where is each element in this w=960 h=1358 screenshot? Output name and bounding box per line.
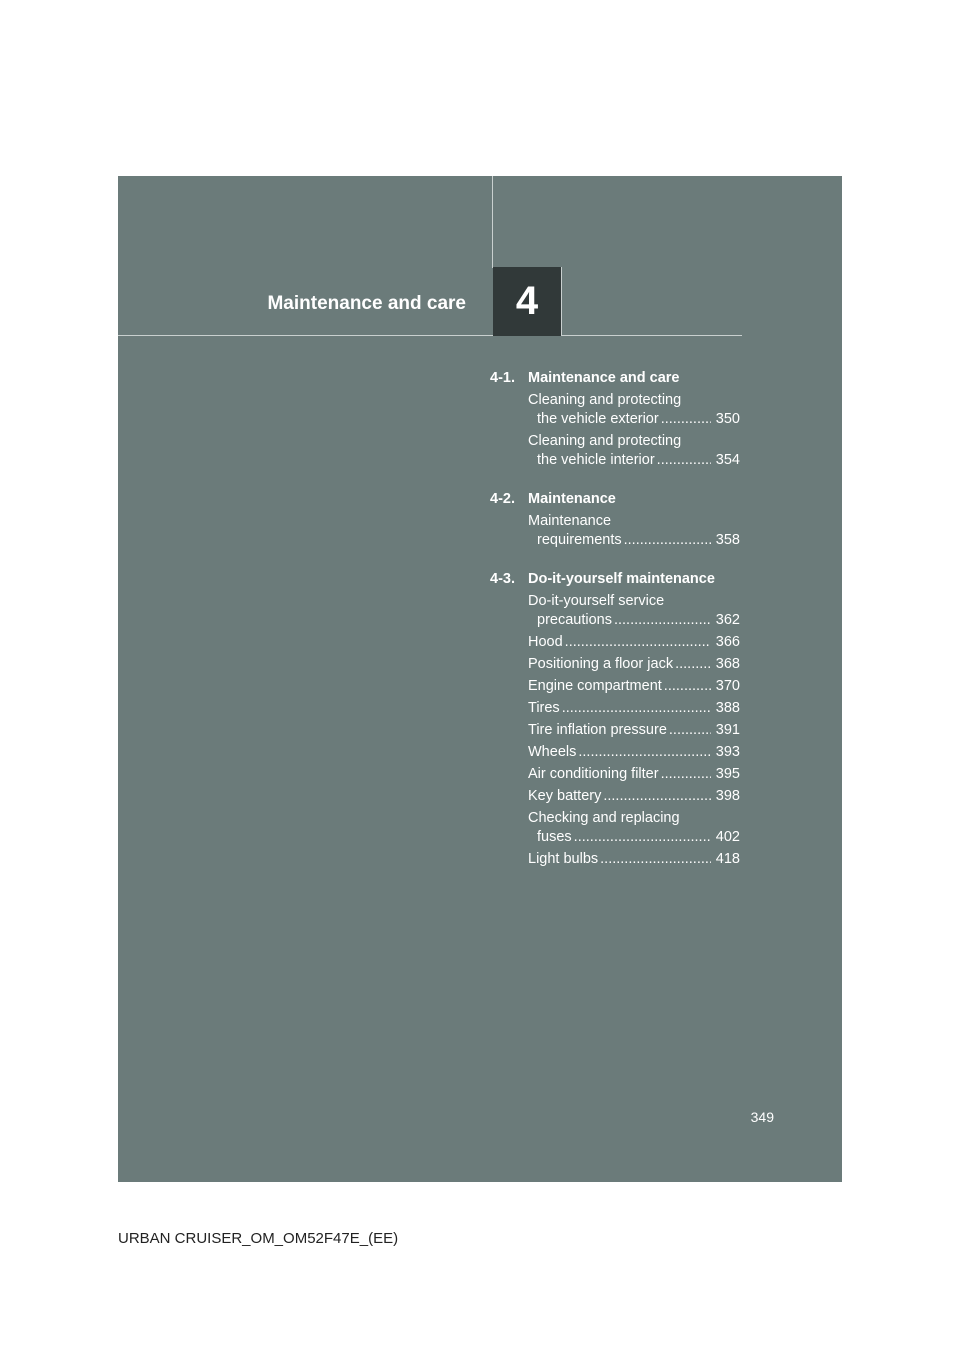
- toc-entry[interactable]: [490, 432, 740, 470]
- entry-label: Cleaning and protecting: [528, 392, 682, 408]
- section-title: Do-it-yourself maintenance: [528, 571, 715, 587]
- entry-page-number: 358: [715, 532, 740, 548]
- entry-label: Air conditioning filter: [528, 766, 659, 782]
- entry-page-number: 354: [715, 452, 740, 468]
- section-number: 4-2.: [490, 491, 515, 507]
- section-heading[interactable]: [490, 569, 740, 589]
- dot-leader: [565, 633, 711, 652]
- toc-entry[interactable]: [490, 850, 740, 869]
- chapter-number-box: [493, 267, 562, 336]
- toc-entry[interactable]: [490, 655, 740, 674]
- entry-label: Positioning a floor jack: [528, 656, 674, 672]
- page-number: 349: [750, 1109, 774, 1125]
- toc-section: [490, 569, 740, 869]
- toc-entry[interactable]: [490, 787, 740, 806]
- toc-entry[interactable]: [490, 592, 740, 630]
- entry-label: Cleaning and protecting: [528, 433, 682, 449]
- section-title: Maintenance: [528, 491, 616, 507]
- entry-label: the vehicle interior: [537, 452, 655, 468]
- toc-entry[interactable]: [490, 699, 740, 718]
- entry-page-number: 391: [715, 722, 740, 738]
- entry-page-number: 393: [715, 744, 740, 760]
- toc-section: [490, 368, 740, 470]
- dot-leader: [578, 743, 711, 762]
- entry-page-number: 402: [715, 829, 740, 845]
- dot-leader: [657, 451, 711, 470]
- dot-leader: [600, 850, 711, 869]
- entry-page-number: 368: [715, 656, 740, 672]
- section-heading[interactable]: [490, 489, 740, 509]
- toc-entry[interactable]: [490, 743, 740, 762]
- entry-page-number: 350: [715, 411, 740, 427]
- entry-page-number: 388: [715, 700, 740, 716]
- entry-page-number: 395: [715, 766, 740, 782]
- entry-page-number: 366: [715, 634, 740, 650]
- toc-section: [490, 489, 740, 550]
- entry-label: Hood: [528, 634, 563, 650]
- entry-label: Maintenance: [528, 513, 612, 529]
- footer-doc-code: URBAN CRUISER_OM_OM52F47E_(EE): [118, 1230, 399, 1247]
- entry-label: Key battery: [528, 788, 602, 804]
- entry-label: Wheels: [528, 744, 577, 760]
- toc-entry[interactable]: [490, 391, 740, 429]
- toc-entry[interactable]: [490, 765, 740, 784]
- entry-page-number: 398: [715, 788, 740, 804]
- entry-label: Light bulbs: [528, 851, 599, 867]
- dot-leader: [624, 531, 711, 550]
- dot-leader: [669, 721, 711, 740]
- entry-label: fuses: [537, 829, 572, 845]
- toc-entry[interactable]: [490, 677, 740, 696]
- entry-label: Tires: [528, 700, 560, 716]
- entry-label: Engine compartment: [528, 678, 662, 694]
- dot-leader: [603, 787, 711, 806]
- toc-entry[interactable]: [490, 512, 740, 550]
- dot-leader: [661, 765, 711, 784]
- entry-label: Tire inflation pressure: [528, 722, 667, 738]
- toc-entry[interactable]: [490, 809, 740, 847]
- vertical-divider: [492, 176, 493, 268]
- chapter-number: 4: [515, 279, 539, 323]
- section-title: Maintenance and care: [528, 370, 680, 386]
- entry-page-number: 362: [715, 612, 740, 628]
- dot-leader: [661, 410, 711, 429]
- dot-leader: [562, 699, 711, 718]
- section-heading[interactable]: [490, 368, 740, 388]
- entry-label: requirements: [537, 532, 622, 548]
- table-of-contents: [490, 368, 740, 888]
- horizontal-divider: [118, 335, 742, 336]
- entry-page-number: 418: [715, 851, 740, 867]
- entry-page-number: 370: [715, 678, 740, 694]
- dot-leader: [574, 828, 711, 847]
- chapter-title: Maintenance and care: [267, 293, 466, 314]
- entry-label: Do-it-yourself service: [528, 593, 665, 609]
- toc-entry[interactable]: [490, 633, 740, 652]
- section-number: 4-3.: [490, 571, 515, 587]
- entry-label: the vehicle exterior: [537, 411, 659, 427]
- toc-entry[interactable]: [490, 721, 740, 740]
- dot-leader: [675, 655, 711, 674]
- entry-label: precautions: [537, 612, 612, 628]
- section-number: 4-1.: [490, 370, 515, 386]
- dot-leader: [664, 677, 711, 696]
- entry-label: Checking and replacing: [528, 810, 680, 826]
- dot-leader: [614, 611, 711, 630]
